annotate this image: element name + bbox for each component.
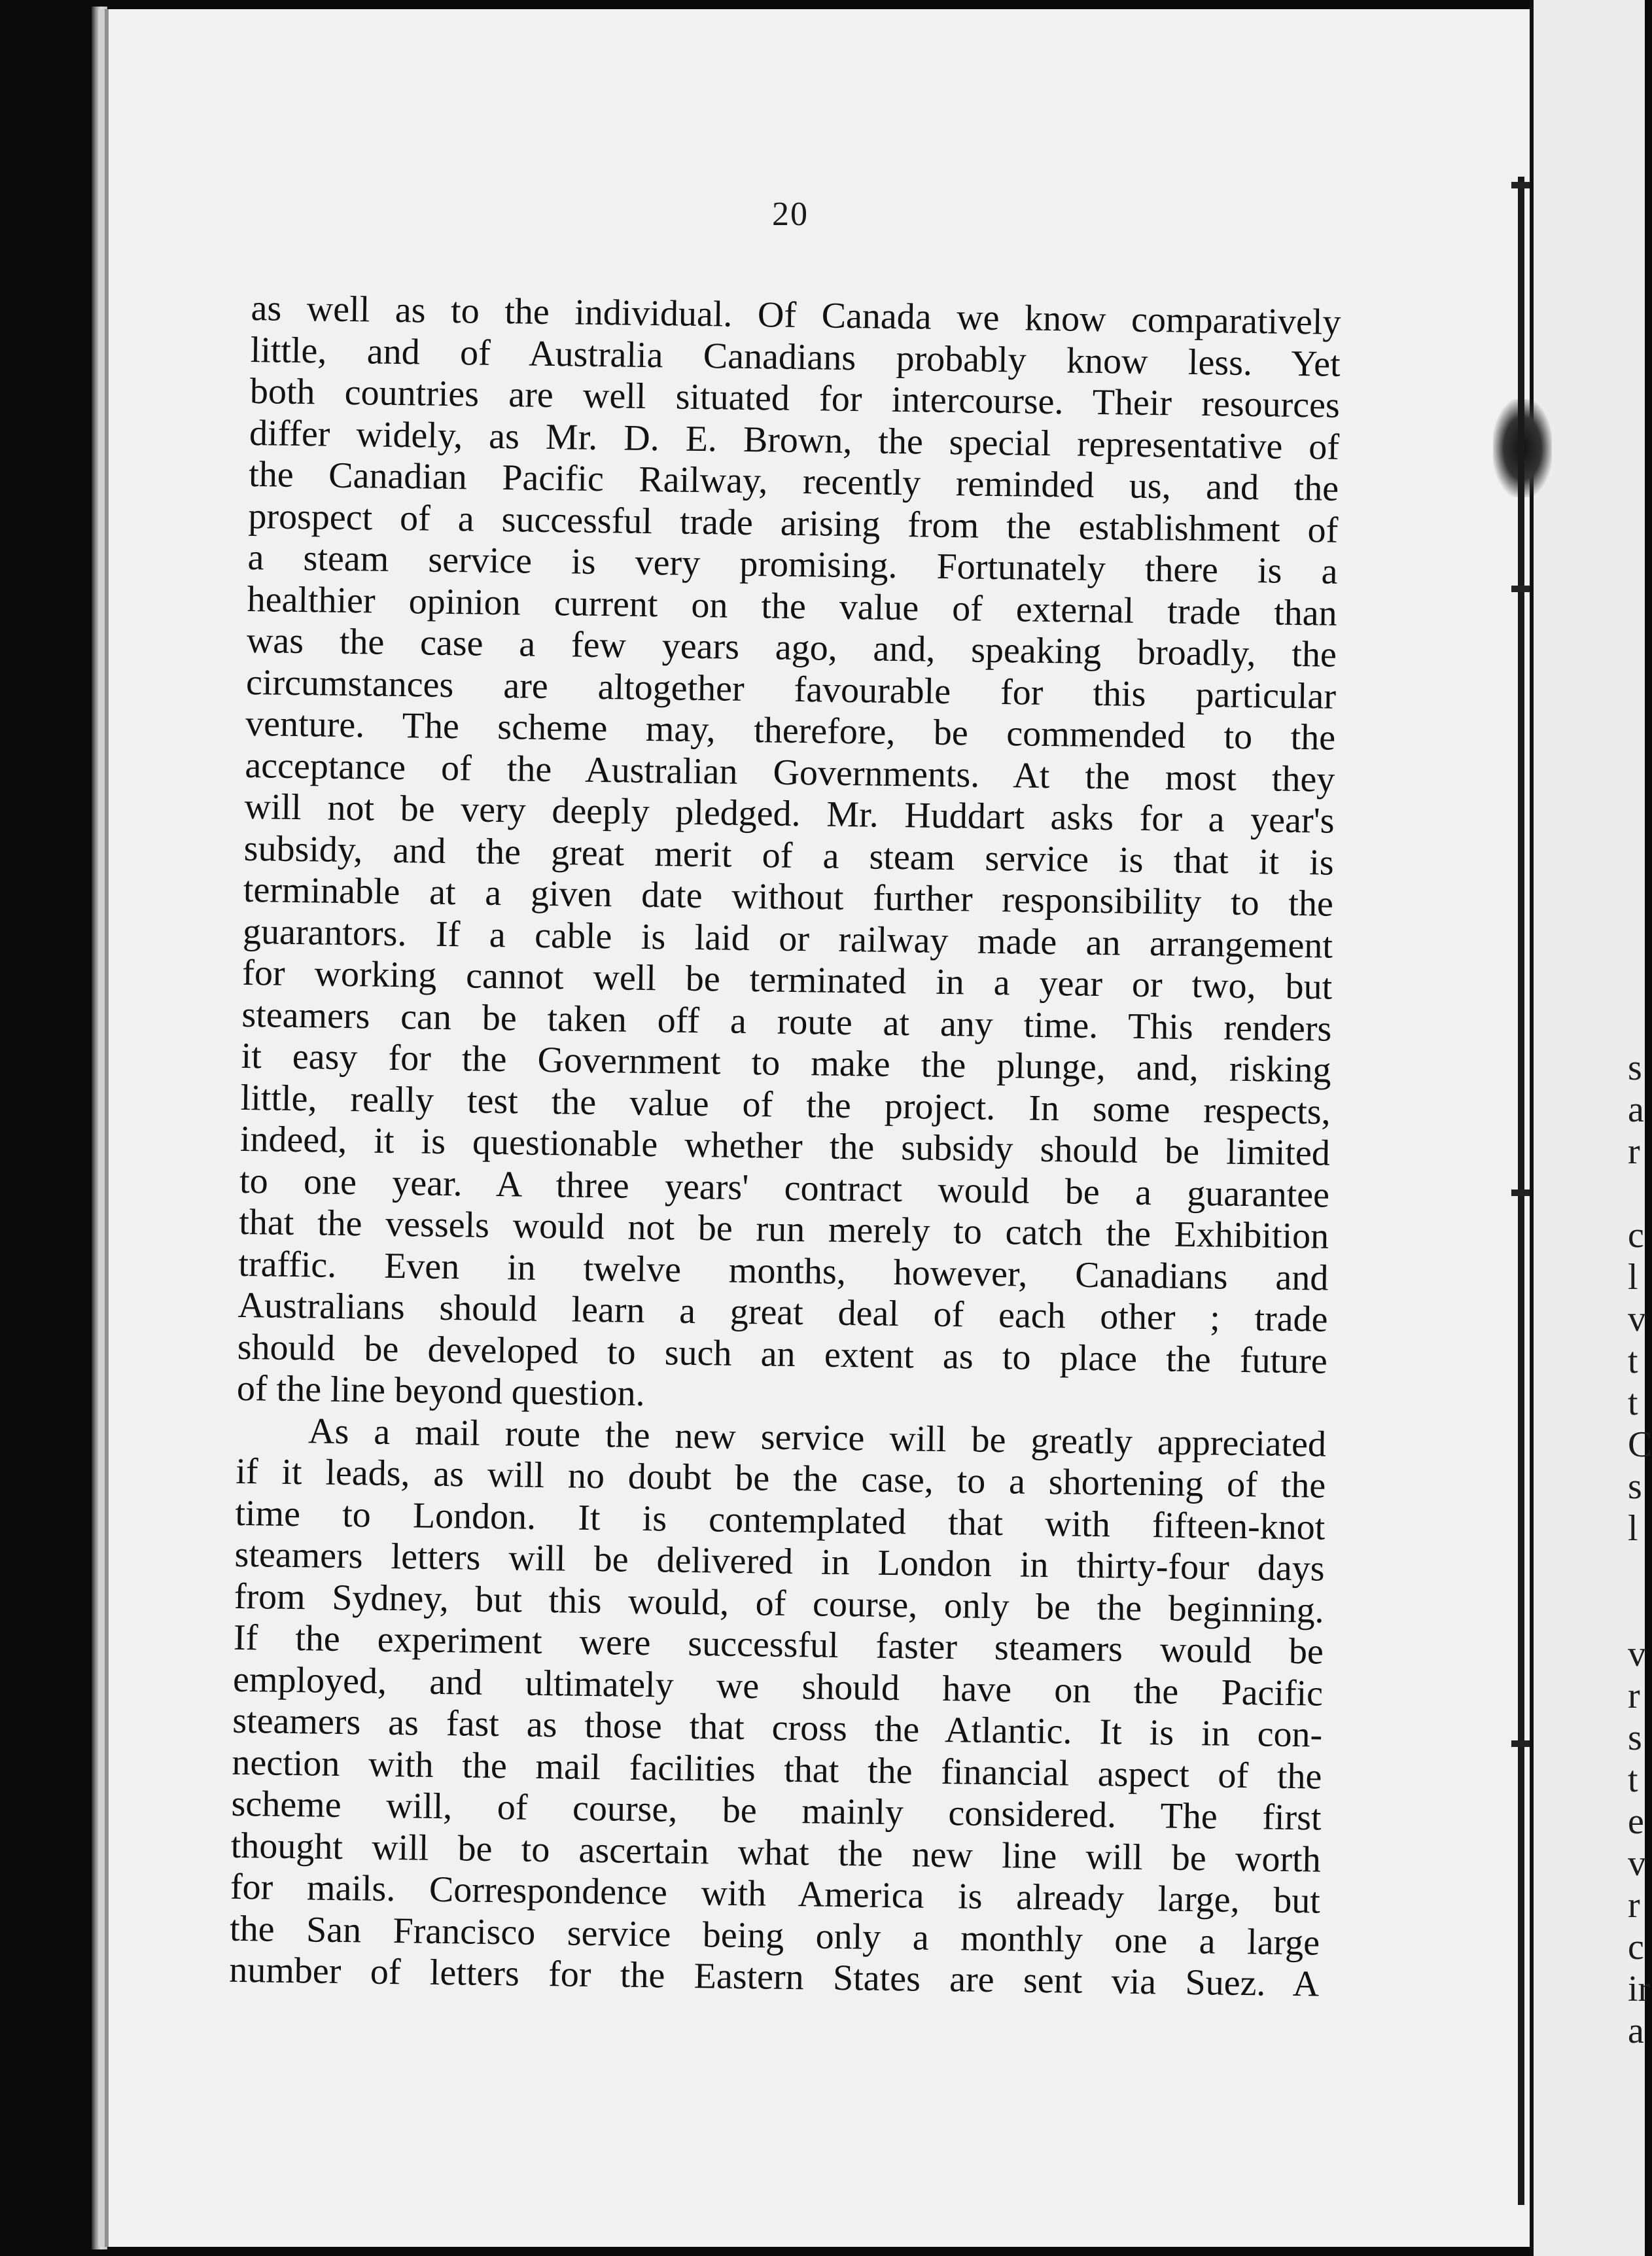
binding-stitch bbox=[1511, 586, 1530, 592]
text-line: steamers can be taken off a route at any time. This renders bbox=[241, 994, 1332, 1049]
text-line: differ widely, as Mr. D. E. Brown, the special representative of bbox=[249, 412, 1340, 468]
text-line: from Sydney, but this would, of course, only be the beginning. bbox=[234, 1576, 1325, 1631]
facing-page-letter: s bbox=[1628, 1718, 1642, 1758]
text-line: if it leads, as will no doubt be the case, to a shortening of the bbox=[235, 1451, 1326, 1506]
text-line: As a mail route the new service will be greatly appreciated bbox=[308, 1410, 1327, 1465]
facing-page-letter: a bbox=[1628, 1089, 1644, 1130]
text-line: for mails. Correspondence with America is already large, but bbox=[230, 1866, 1321, 1922]
facing-page-letter: a bbox=[1628, 2011, 1644, 2051]
text-line: the San Francisco service being only a monthly one a large bbox=[229, 1908, 1320, 1964]
facing-page-letter: r bbox=[1628, 1131, 1640, 1172]
body-text bbox=[229, 288, 1341, 2005]
facing-page-letter: v bbox=[1628, 1843, 1646, 1884]
text-line: healthier opinion current on the value of external trade than bbox=[247, 578, 1338, 634]
facing-page-letter: r bbox=[1628, 1885, 1640, 1926]
text-line: number of letters for the Eastern States are sent via Suez. A bbox=[228, 1949, 1320, 2005]
text-line: acceptance of the Australian Governments. At the most they bbox=[245, 745, 1335, 800]
facing-page-letter: C bbox=[1628, 1424, 1652, 1465]
text-line: Australians should learn a great deal of each other ; trade bbox=[237, 1284, 1328, 1340]
facing-page-letter: s bbox=[1628, 1048, 1642, 1088]
facing-page-letter: t bbox=[1628, 1383, 1638, 1423]
text-line: terminable at a given date without further responsibility to the bbox=[243, 869, 1334, 925]
text-line: nection with the mail facilities that the financial aspect of the bbox=[232, 1742, 1322, 1797]
text-line: as well as to the individual. Of Canada we know comparatively bbox=[251, 288, 1341, 343]
text-line: time to London. It is contemplated that with fifteen-knot bbox=[235, 1492, 1326, 1548]
text-line: If the experiment were successful faster steamers would be bbox=[233, 1617, 1324, 1672]
facing-page-letter: t bbox=[1628, 1341, 1638, 1381]
text-line: for working cannot well be terminated in a year or two, but bbox=[241, 952, 1333, 1008]
text-line: of the line beyond question. bbox=[236, 1367, 645, 1415]
text-line: subsidy, and the great merit of a steam service is that it is bbox=[243, 828, 1335, 883]
facing-page-letter bbox=[1628, 1591, 1641, 1633]
text-line: should be developed to such an extent as to place the future bbox=[237, 1326, 1328, 1382]
text-line: steamers as fast as those that cross the Atlantic. It is in con- bbox=[232, 1700, 1323, 1755]
text-line: little, and of Australia Canadians probably know less. Yet bbox=[250, 329, 1341, 385]
text-line: indeed, it is questionable whether the subsidy should be limited bbox=[239, 1118, 1331, 1174]
facing-page-letter: c bbox=[1628, 1927, 1644, 1967]
binding-stitch bbox=[1511, 182, 1530, 188]
text-line: venture. The scheme may, therefore, be commended to the bbox=[245, 703, 1336, 758]
facing-page-letter: ir bbox=[1628, 1969, 1651, 2009]
text-line: that the vessels would not be run merely to catch the Exhibition bbox=[238, 1201, 1329, 1257]
text-line: guarantors. If a cable is laid or railway made an arrangement bbox=[242, 911, 1333, 966]
facing-page-letter: t bbox=[1628, 1759, 1638, 1800]
paragraph bbox=[229, 1409, 1326, 2005]
text-line: traffic. Even in twelve months, however, Canadians and bbox=[238, 1243, 1329, 1299]
text-line: circumstances are altogether favourable for this particular bbox=[245, 661, 1337, 717]
facing-page-letter: v bbox=[1628, 1299, 1646, 1339]
binding-stitch bbox=[1511, 1740, 1530, 1747]
text-line: will not be very deeply pledged. Mr. Huddart asks for a year's bbox=[244, 786, 1335, 841]
text-line: was the case a few years ago, and, speaking broadly, the bbox=[246, 620, 1337, 675]
facing-page-letter: l bbox=[1628, 1257, 1638, 1297]
text-line: it easy for the Government to make the plunge, and, risking bbox=[241, 1035, 1331, 1091]
facing-page-letter: e bbox=[1628, 1801, 1644, 1842]
text-line: both countries are well situated for intercourse. Their resources bbox=[249, 370, 1341, 426]
text-line: a steam service is very promising. Fortunately there is a bbox=[247, 537, 1338, 592]
text-line: scheme will, of course, be mainly considered. The first bbox=[231, 1783, 1322, 1839]
facing-page-letter: v bbox=[1628, 1634, 1646, 1674]
paragraph bbox=[237, 288, 1341, 1424]
facing-page-letter bbox=[1628, 1549, 1641, 1591]
text-line: little, really test the value of the project. In some respects, bbox=[240, 1077, 1331, 1133]
text-line: the Canadian Pacific Railway, recently reminded us, and the bbox=[248, 453, 1339, 509]
facing-page-letter: l bbox=[1628, 1508, 1638, 1549]
binding-stitch bbox=[1511, 1190, 1530, 1196]
facing-page-letter: s bbox=[1628, 1466, 1642, 1507]
facing-page-letter: c bbox=[1628, 1215, 1644, 1256]
facing-page-text bbox=[1628, 1047, 1652, 2052]
text-line: to one year. A three years' contract would be a guarantee bbox=[239, 1160, 1330, 1216]
page-number: 20 bbox=[772, 196, 809, 233]
text-line: employed, and ultimately we should have on the Pacific bbox=[232, 1659, 1324, 1714]
facing-page-letter: r bbox=[1628, 1676, 1640, 1716]
text-line: steamers letters will be delivered in London in thirty-four days bbox=[234, 1534, 1325, 1589]
facing-page-letter bbox=[1628, 1172, 1641, 1214]
text-line: thought will be to ascertain what the new line will be worth bbox=[230, 1825, 1322, 1880]
text-line: prospect of a successful trade arising from the establishment of bbox=[248, 495, 1339, 551]
